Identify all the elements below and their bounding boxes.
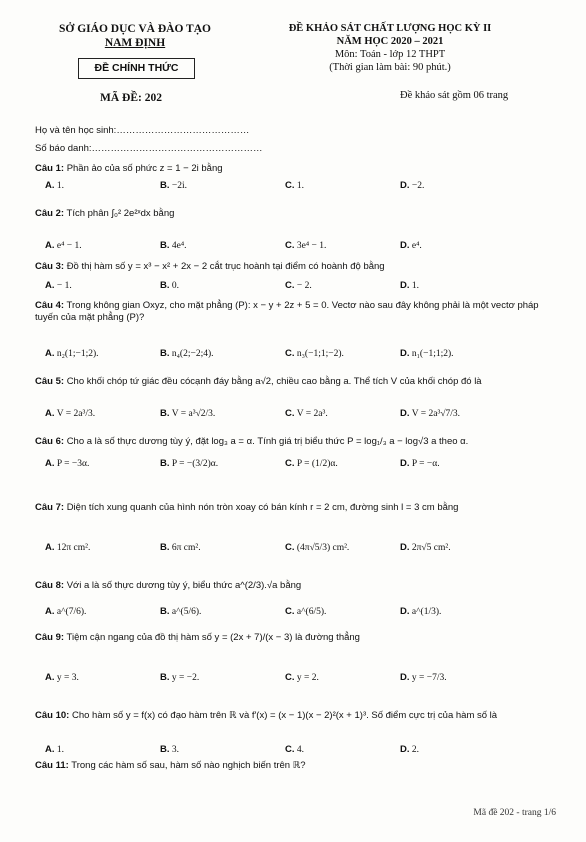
option-key: A. — [45, 606, 55, 617]
exam-title: ĐỀ KHẢO SÁT CHẤT LƯỢNG HỌC KỲ II — [288, 23, 492, 34]
question-label: Câu 9: — [35, 632, 65, 643]
option-value: P = −α. — [411, 459, 440, 469]
question-text: Cho khối chóp tứ giác đều cócạnh đáy bằng a√2, chiều cao bằng a. Thể tích V của khối chóp đó là — [66, 376, 482, 387]
question-3 — [35, 261, 560, 273]
option-key: B. — [160, 672, 170, 683]
question-label: Câu 6: — [35, 436, 65, 447]
option-value: 12π cm². — [56, 543, 91, 553]
option-key: D. — [400, 348, 410, 359]
question-6 — [35, 436, 560, 448]
official-badge: ĐỀ CHÍNH THỨC — [78, 58, 195, 79]
option-value: y = −2. — [171, 673, 200, 683]
question-label: Câu 3: — [35, 261, 65, 272]
page-footer: Mã đề 202 - trang 1/6 — [473, 808, 556, 818]
option-value: 0. — [171, 281, 179, 291]
option-key: A. — [45, 408, 55, 419]
school-year: NĂM HỌC 2020 – 2021 — [336, 36, 444, 47]
options-row — [45, 348, 545, 362]
options-row — [45, 240, 545, 254]
question-text: Phần ảo của số phức z = 1 − 2i bằng — [66, 163, 223, 174]
option-key: A. — [45, 180, 55, 191]
option-value: 2π√5 cm². — [411, 543, 451, 553]
option-key: B. — [160, 408, 170, 419]
question-8 — [35, 580, 560, 592]
option-value: a^(1/3). — [411, 607, 442, 617]
option-value: e⁴ − 1. — [56, 241, 82, 251]
options-row — [45, 606, 545, 620]
question-5 — [35, 376, 560, 388]
question-text: Cho a là số thực dương tùy ý, đặt log₃ a = α. Tính giá trị biểu thức P = log₁/₃ a − log√3 a theo α. — [66, 436, 469, 447]
question-4 — [35, 300, 560, 324]
option-value: a^(5/6). — [171, 607, 202, 617]
option-key: A. — [45, 240, 55, 251]
question-text: Đồ thị hàm số y = x³ − x² + 2x − 2 cắt trục hoành tại điểm có hoành độ bằng — [66, 261, 385, 272]
department-block — [40, 22, 230, 50]
option-a — [45, 744, 64, 755]
option-key: D. — [400, 180, 410, 191]
option-d — [400, 240, 422, 251]
subject-line: Môn: Toán - lớp 12 THPT — [334, 49, 446, 60]
option-key: A. — [45, 458, 55, 469]
option-a — [45, 408, 95, 419]
option-key: A. — [45, 542, 55, 553]
option-c — [285, 542, 349, 553]
option-key: A. — [45, 348, 55, 359]
option-d — [400, 606, 441, 617]
option-b — [160, 280, 179, 291]
option-value: V = 2a³/3. — [56, 409, 96, 419]
option-b — [160, 348, 214, 359]
question-text: Trong không gian Oxyz, cho mặt phẳng (P): x − y + 2z + 5 = 0. Vectơ nào sau đây không phải là một vectơ pháp tuyến của mặt phẳng (P)? — [35, 300, 539, 323]
option-value: P = −(3/2)α. — [171, 459, 219, 469]
question-7 — [35, 502, 560, 514]
option-b — [160, 408, 215, 419]
option-c — [285, 348, 344, 359]
option-key: D. — [400, 240, 410, 251]
option-value: 2. — [411, 745, 419, 755]
question-label: Câu 11: — [35, 760, 69, 771]
option-a — [45, 542, 90, 553]
option-key: C. — [285, 606, 295, 617]
option-value: 3. — [171, 745, 179, 755]
option-value: P = −3α. — [56, 459, 90, 469]
option-a — [45, 672, 79, 683]
student-id-field: Số báo danh:……………………………………………… — [35, 143, 263, 154]
pages-note: Đề khảo sát gồm 06 trang — [400, 90, 509, 101]
option-d — [400, 542, 451, 553]
question-9 — [35, 632, 560, 644]
question-2 — [35, 208, 560, 220]
option-key: C. — [285, 458, 295, 469]
option-key: B. — [160, 744, 170, 755]
option-value: n₄(2;−2;4). — [171, 349, 214, 359]
option-value: n₁(−1;1;2). — [411, 349, 454, 359]
question-1 — [35, 163, 560, 175]
option-value: n₂(1;−1;2). — [56, 349, 99, 359]
option-value: a^(6/5). — [296, 607, 327, 617]
option-value: a^(7/6). — [56, 607, 87, 617]
option-d — [400, 744, 419, 755]
option-key: A. — [45, 280, 55, 291]
option-value: 1. — [296, 181, 304, 191]
option-key: C. — [285, 744, 295, 755]
option-value: P = (1/2)α. — [296, 459, 338, 469]
option-c — [285, 606, 326, 617]
question-label: Câu 1: — [35, 163, 65, 174]
options-row — [45, 672, 545, 686]
option-a — [45, 458, 89, 469]
option-value: 4. — [296, 745, 304, 755]
option-d — [400, 180, 424, 191]
question-11 — [35, 760, 560, 772]
options-row — [45, 542, 545, 556]
question-10 — [35, 710, 560, 722]
option-a — [45, 180, 64, 191]
option-c — [285, 280, 312, 291]
option-a — [45, 348, 99, 359]
option-key: B. — [160, 240, 170, 251]
question-label: Câu 7: — [35, 502, 65, 513]
student-name-field: Họ và tên học sinh:…………………………………… — [35, 125, 250, 136]
option-value: V = 2a³√7/3. — [411, 409, 461, 419]
option-key: C. — [285, 240, 295, 251]
exam-title-block — [270, 22, 510, 74]
department-name: SỞ GIÁO DỤC VÀ ĐÀO TẠO — [59, 23, 211, 35]
option-d — [400, 672, 447, 683]
option-value: −2i. — [171, 181, 187, 191]
option-b — [160, 180, 187, 191]
option-value: y = 2. — [296, 673, 319, 683]
option-key: C. — [285, 180, 295, 191]
option-c — [285, 672, 319, 683]
question-text: Cho hàm số y = f(x) có đạo hàm trên ℝ và f′(x) = (x − 1)(x − 2)²(x + 1)³. Số điểm cực trị của hàm số là — [71, 710, 498, 721]
question-text: Tiệm cận ngang của đồ thị hàm số y = (2x + 7)/(x − 3) là đường thẳng — [66, 632, 360, 643]
options-row — [45, 280, 545, 294]
option-b — [160, 542, 201, 553]
option-a — [45, 606, 86, 617]
option-key: C. — [285, 542, 295, 553]
option-b — [160, 672, 199, 683]
option-key: B. — [160, 280, 170, 291]
option-d — [400, 408, 460, 419]
option-value: 4e⁴. — [171, 241, 187, 251]
option-a — [45, 280, 72, 291]
option-value: y = 3. — [56, 673, 79, 683]
option-b — [160, 744, 179, 755]
question-label: Câu 10: — [35, 710, 70, 721]
option-value: e⁴. — [411, 241, 422, 251]
option-key: D. — [400, 280, 410, 291]
question-label: Câu 2: — [35, 208, 65, 219]
option-c — [285, 408, 328, 419]
option-key: D. — [400, 542, 410, 553]
option-key: B. — [160, 180, 170, 191]
question-label: Câu 4: — [35, 300, 65, 311]
option-value: y = −7/3. — [411, 673, 447, 683]
option-key: D. — [400, 606, 410, 617]
option-key: D. — [400, 744, 410, 755]
question-text: Với a là số thực dương tùy ý, biểu thức a^(2/3).√a bằng — [66, 580, 302, 591]
option-key: C. — [285, 348, 295, 359]
question-label: Câu 8: — [35, 580, 65, 591]
option-d — [400, 280, 419, 291]
option-b — [160, 458, 218, 469]
option-key: D. — [400, 408, 410, 419]
option-c — [285, 744, 304, 755]
option-b — [160, 240, 187, 251]
option-key: B. — [160, 542, 170, 553]
option-value: − 1. — [56, 281, 72, 291]
option-key: D. — [400, 458, 410, 469]
option-key: A. — [45, 672, 55, 683]
question-text: Tích phân ∫₀² 2e²ˣdx bằng — [66, 208, 175, 219]
option-key: C. — [285, 280, 295, 291]
question-text: Trong các hàm số sau, hàm số nào nghịch biến trên ℝ? — [71, 760, 306, 771]
option-value: V = a³√2/3. — [171, 409, 216, 419]
option-c — [285, 240, 326, 251]
question-text: Diện tích xung quanh của hình nón tròn xoay có bán kính r = 2 cm, đường sinh l = 3 cm bằng — [66, 502, 459, 513]
option-key: B. — [160, 606, 170, 617]
option-d — [400, 458, 440, 469]
duration-line: (Thời gian làm bài: 90 phút.) — [329, 62, 451, 73]
option-value: −2. — [411, 181, 425, 191]
option-a — [45, 240, 82, 251]
option-key: C. — [285, 672, 295, 683]
option-c — [285, 180, 304, 191]
option-d — [400, 348, 454, 359]
option-value: 3e⁴ − 1. — [296, 241, 327, 251]
option-value: 1. — [411, 281, 419, 291]
option-value: (4π√5/3) cm². — [296, 543, 350, 553]
question-label: Câu 5: — [35, 376, 65, 387]
option-key: D. — [400, 672, 410, 683]
department-city: NAM ĐỊNH — [104, 37, 166, 49]
option-value: 6π cm². — [171, 543, 201, 553]
option-value: n₃(−1;1;−2). — [296, 349, 344, 359]
option-value: V = 2a³. — [296, 409, 328, 419]
options-row — [45, 458, 545, 472]
option-key: B. — [160, 348, 170, 359]
options-row — [45, 180, 545, 194]
exam-code: MÃ ĐỀ: 202 — [100, 92, 162, 104]
options-row — [45, 744, 545, 758]
option-key: C. — [285, 408, 295, 419]
option-value: 1. — [56, 181, 64, 191]
option-c — [285, 458, 338, 469]
option-value: 1. — [56, 745, 64, 755]
option-key: B. — [160, 458, 170, 469]
option-value: − 2. — [296, 281, 312, 291]
options-row — [45, 408, 545, 422]
option-key: A. — [45, 744, 55, 755]
option-b — [160, 606, 201, 617]
